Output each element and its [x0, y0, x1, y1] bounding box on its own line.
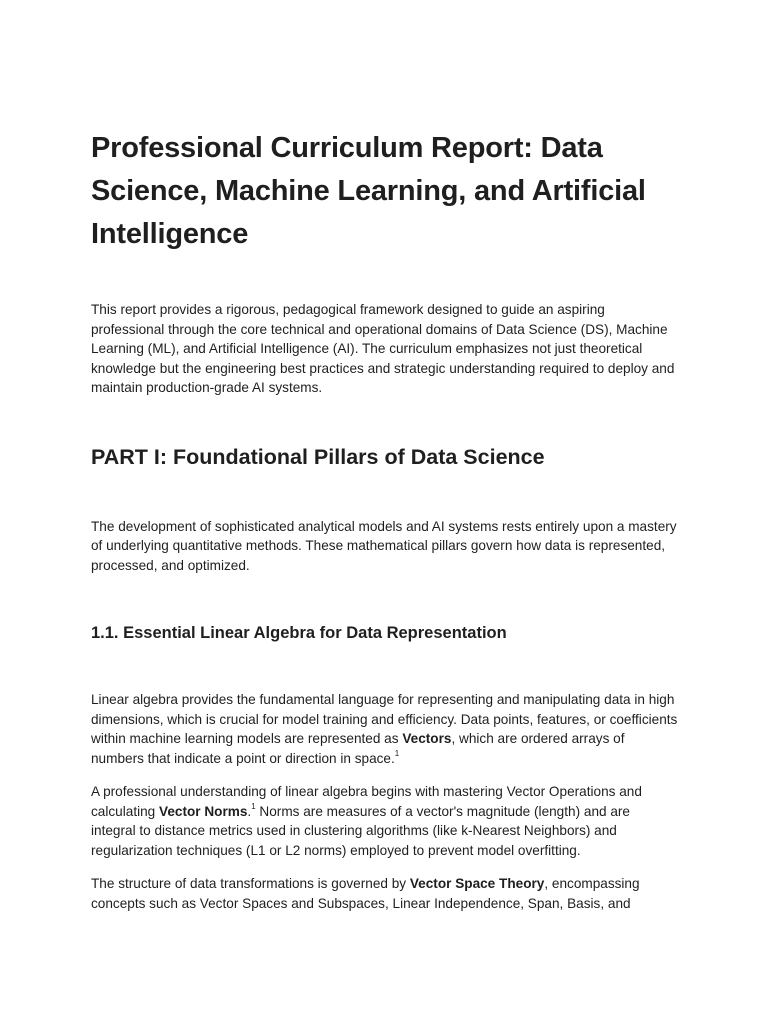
- p2-bold-term: Vector Norms: [159, 803, 248, 819]
- part-1-heading: PART I: Foundational Pillars of Data Science: [91, 444, 545, 469]
- p1-bold-term: Vectors: [402, 731, 452, 746]
- p1-footnote-ref: 1: [394, 748, 400, 758]
- linear-algebra-paragraph-3: [91, 874, 678, 913]
- p3-text-after: , encompassing concepts such as Vector Spaces and Subspaces, Linear Independence, Span, Basis, and: [91, 876, 640, 911]
- p1-text-before: Linear algebra provides the fundamental language for representing and manipulating data in high dimensions, which is crucial for model training and efficiency. Data points, features, or coefficients within machine learning models are represented as: [91, 692, 678, 746]
- intro-paragraph: This report provides a rigorous, pedagogical framework designed to guide an aspiring professional through the core technical and operational domains of Data Science (DS), Machine Learning (ML), and Artificial Intelligence (AI). The curriculum emphasizes not just theoretical knowledge but the engineering best practices and strategic understanding required to deploy and maintain production-grade AI systems.: [91, 302, 675, 395]
- part-1-intro-paragraph: The development of sophisticated analytical models and AI systems rests entirely upon a mastery of underlying quantitative methods. These mathematical pillars govern how data is represented, processed, and optimized.: [91, 518, 677, 573]
- section-1-1-heading: 1.1. Essential Linear Algebra for Data Representation: [91, 624, 507, 642]
- p2-text-after: .: [247, 803, 252, 819]
- linear-algebra-paragraph-2: [91, 782, 678, 860]
- p2-footnote-ref: 1: [251, 801, 256, 811]
- p3-text-before: The structure of data transformations is governed by: [91, 876, 410, 891]
- linear-algebra-paragraph-1: [91, 690, 678, 768]
- document-title: Professional Curriculum Report: Data Science, Machine Learning, and Artificial Intelligence: [91, 132, 646, 250]
- p2-text-before: A professional understanding of linear algebra begins with mastering Vector Operations and calculating: [91, 784, 642, 819]
- p2-text-rest: Norms are measures of a vector's magnitude (length) and are integral to distance metrics used in clustering algorithms (like k-Nearest Neighbors) and regularization techniques (L1 or L2 norms) employed to prevent model overfitting.: [91, 803, 630, 858]
- p1-text-after: , which are ordered arrays of numbers that indicate a point or direction in space.: [91, 731, 625, 766]
- p3-bold-term: Vector Space Theory: [409, 876, 545, 891]
